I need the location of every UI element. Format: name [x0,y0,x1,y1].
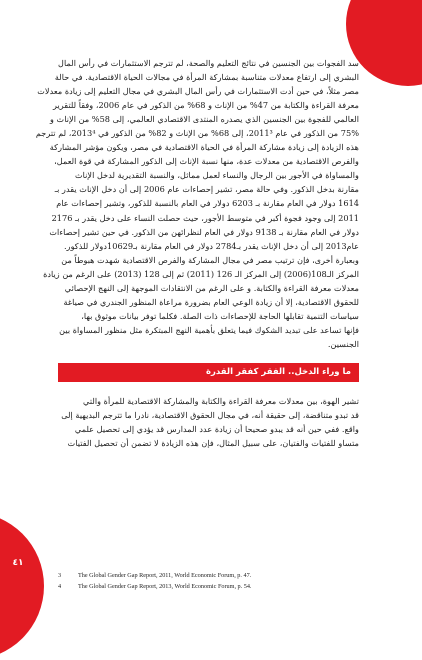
text-line: سياسات التنمية تقابلها الحاجة للإحصاءات ذات الصلة. فكلما توفر بيانات موثوق بها، [81,310,359,321]
text-line: الجنسين. [327,338,359,349]
text-line: قد تبدو متناقضة، إلى حقيقة أنه، في مجال الحقوق الاقتصادية، نادرا ما تترجم البديهية إلى [61,410,359,421]
text-line: معرفة القراءة والكتابة من 47% من الإناث و 68% من الذكور في عام 2006، وفقاً للتقرير [52,100,359,111]
text-line: دولار في العام مقارنة بـ 9138 دولار في العام لنظرائهن من الذكور. في حين تشير إحصاءات [49,226,359,237]
section-header: ما وراء الدخل.. الفقر كفقر القدرة [58,363,359,382]
text-line: وبعبارة أخرى، فإن ترتيب مصر في مجال المشاركة والفرص الاقتصادية شهدت هبوطاً من [61,254,359,265]
footnote-3 [58,571,359,582]
footnote-4 [58,582,359,593]
footnote-text: The Global Gender Gap Report, 2013, World Economic Forum, p. 54. [78,582,252,590]
page-body [35,56,359,450]
text-line: فإنها تساعد على تبديد الشكوك فيما يتعلق بأهمية النهج المبتكرة مثل منظور المساواة بين [59,324,359,335]
text-line: للحقوق الاقتصادية، إلا أن زيادة الوعي العام بضرورة مراعاة المنظور الجندري في صياغة [63,296,359,307]
footnote-number: 4 [58,582,62,590]
page-number-red-circle [0,512,44,660]
body-paragraph-2 [58,394,359,450]
text-line: مقارنة بدخل الذكور. وفي حالة مصر، تشير إحصاءات عام 2006 إلى أن دخل الإناث يقدر بـ [54,184,359,195]
page-number: ٤١ [12,558,24,568]
text-line: البشري إلى ارتفاع معدلات متناسبة بمشاركة المرأة في مجالات الحياة الاقتصادية. في حالة [54,72,359,83]
text-line: معدلات معرفة القراءة والكتابة. و على الرغم من الانتقادات الموجهة إلى النهج الإحصائي [64,282,359,293]
footnote-number: 3 [58,572,62,579]
text-line: والمساواة في الأجور بين الرجال والنساء لعمل مماثل، والنسبة التقديرية لدخل الإناث [74,170,359,181]
text-line: المركز الـ108(2006) إلى المركز الـ 126 (2011) ثم إلى 128 (2013) على الرغم من زيادة [43,268,359,279]
text-line: والفرص الاقتصادية من معدلات عدة، منها نسبة الإناث إلى الذكور المشاركة في قوة العمل، [54,156,359,167]
footnotes [58,571,359,592]
text-line: عام2013 إلى أن دخل الإناث يقدر بـ2784 دولار في العام مقارنة بـ10629دولار للذكور. [64,240,359,251]
text-line: العالمي للفجوة بين الجنسين الذي يصدره المنتدى الاقتصادي العالمي، إلى 58% من الإناث و [50,114,359,125]
text-line: متساو للفتيات والفتيان، على سبيل المثال، فإن هذه الزيادة لا تضمن أن تحصيل الفتيات [67,438,359,449]
body-paragraph-1 [35,56,359,351]
text-line: 2011 إلى وجود فجوة أكبر في متوسط الأجور، حيث حصلت النساء على دخل يقدر بـ 2176 [51,212,359,223]
text-line: سد الفجوات بين الجنسين في نتائج التعليم والصحة، لم تترجم الاستثمارات في رأس المال [58,58,359,68]
text-line: 1614 دولار في العام مقارنة بـ 6203 دولار في العام بالنسبة للذكور، وتشير إحصاءات عام [56,198,359,209]
text-line: تشير الهوة، بين معدلات معرفة القراءة والكتابة والمشاركة الاقتصادية للمرأة والتي [83,395,359,406]
text-line: مصر مثلاً، في حين أدت الاستثمارات في رأس المال البشري في مجال التعليم إلى زيادة معدلات [37,86,359,97]
text-line: هذه الزيادة إلى زيادة مشاركة المرأة في الحياة الاقتصادية في مصر، ويكون مؤشر المشاركة [49,142,359,153]
footnote-text: The Global Gender Gap Report, 2011, World Economic Forum, p. 47. [78,572,252,579]
text-line: 75% من الذكور في عام 2011³، إلى 68% من الإناث و 82% من الذكور في 2013⁴، لم تترجم [35,128,359,139]
text-line: واقع. ففي حين أنه قد يبدو صحيحا أن زيادة عدد المدارس قد يؤدي إلى تحصيل علمي [74,424,359,435]
